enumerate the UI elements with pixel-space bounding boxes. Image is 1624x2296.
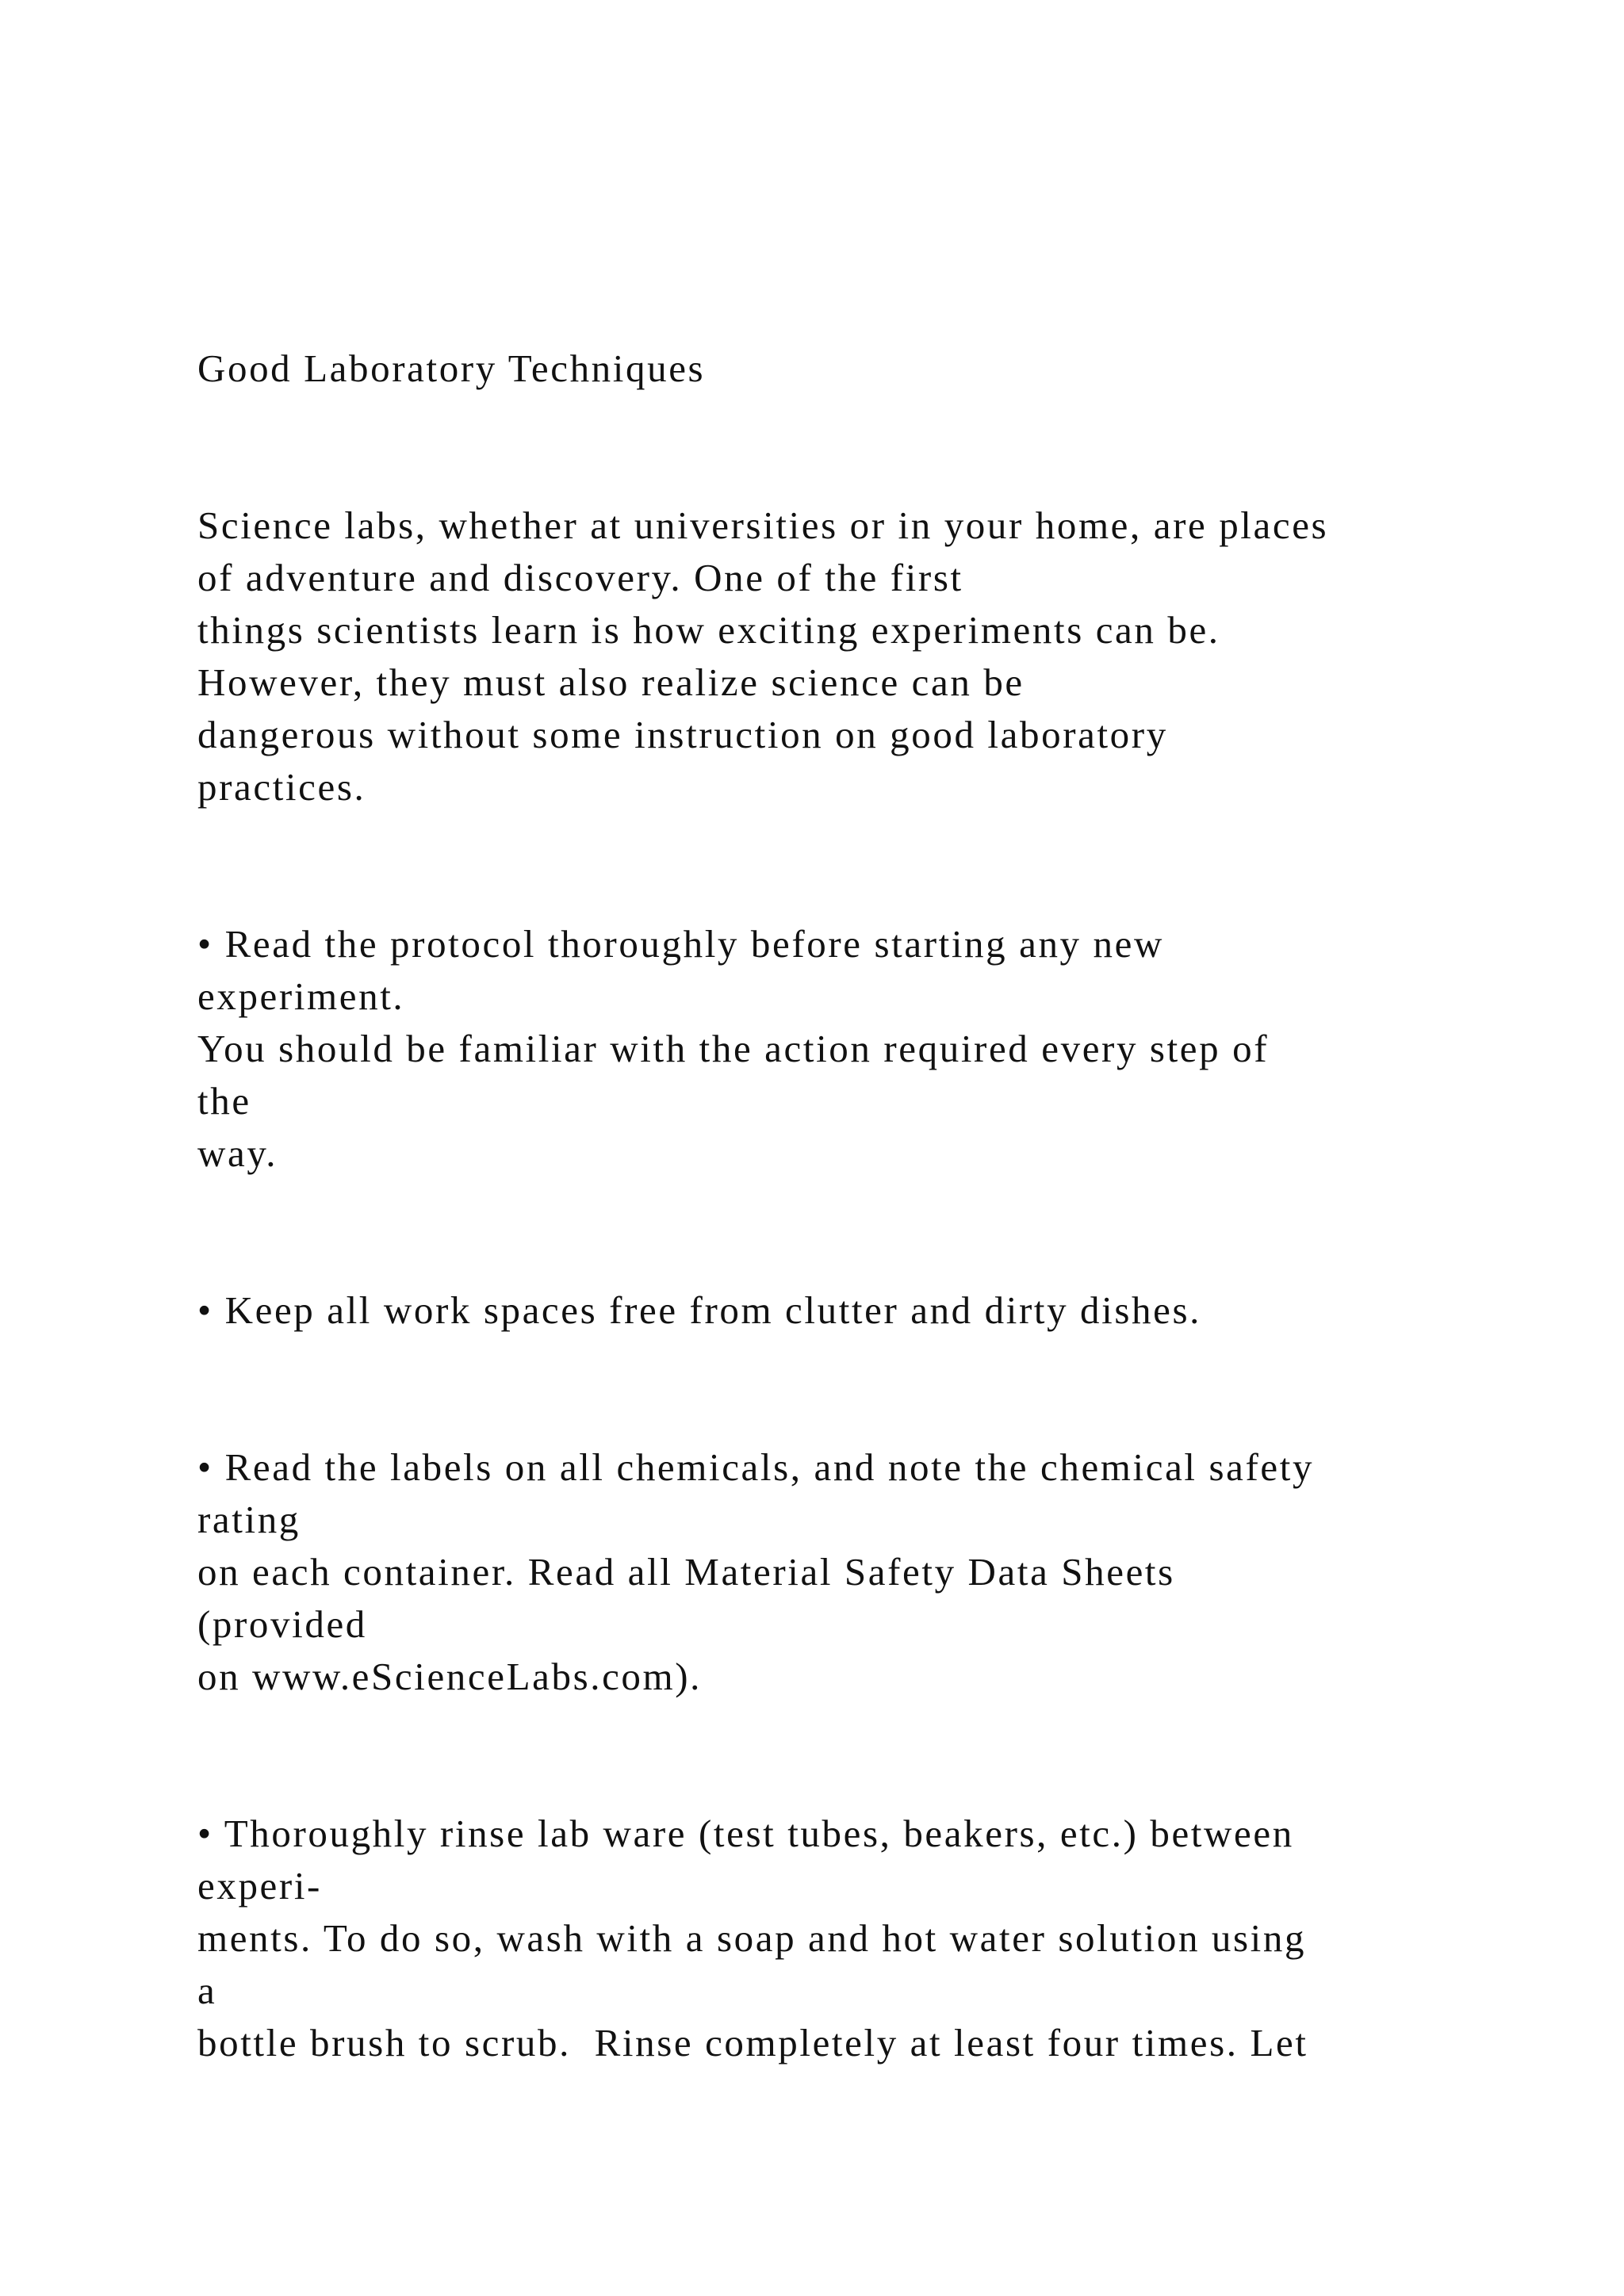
text-line: ments. To do so, wash with a soap and hot water solution using	[197, 1916, 1307, 1960]
bullet-chemical-labels	[197, 1441, 1530, 1703]
text-line: dangerous without some instruction on good laboratory	[197, 713, 1168, 756]
bullet-rinse-labware	[197, 1808, 1530, 2069]
text-line: on each container. Read all Material Safety Data Sheets	[197, 1550, 1175, 1594]
text-line: a	[197, 1969, 217, 2012]
text-line: experi-	[197, 1864, 322, 1908]
text-line: things scientists learn is how exciting experiments can be.	[197, 608, 1220, 652]
text-line: • Keep all work spaces free from clutter and dirty dishes.	[197, 1288, 1201, 1332]
text-line: practices.	[197, 765, 366, 809]
text-line: • Thoroughly rinse lab ware (test tubes, beakers, etc.) between	[197, 1812, 1294, 1855]
text-line: of adventure and discovery. One of the first	[197, 556, 963, 599]
document-body	[197, 342, 1530, 2069]
spacer	[197, 813, 1530, 918]
bullet-work-spaces	[197, 1284, 1530, 1337]
intro-paragraph	[197, 499, 1530, 813]
text-line: Science labs, whether at universities or in your home, are places	[197, 503, 1329, 547]
spacer	[197, 1180, 1530, 1284]
text-line: • Read the labels on all chemicals, and note the chemical safety	[197, 1445, 1315, 1489]
text-line: bottle brush to scrub. Rinse completely at least four times. Let	[197, 2021, 1308, 2064]
text-line: • Read the protocol thoroughly before starting any new	[197, 922, 1164, 966]
spacer	[197, 1337, 1530, 1441]
text-line: way.	[197, 1131, 278, 1175]
text-line: the	[197, 1079, 251, 1123]
text-line: rating	[197, 1498, 301, 1541]
spacer	[197, 1703, 1530, 1808]
text-line: on www.eScienceLabs.com).	[197, 1655, 703, 1698]
document-title: Good Laboratory Techniques	[197, 346, 706, 390]
bullet-read-protocol	[197, 918, 1530, 1180]
spacer	[197, 395, 1530, 499]
text-line: (provided	[197, 1602, 367, 1646]
text-line: You should be familiar with the action required every step of	[197, 1027, 1270, 1070]
text-line: experiment.	[197, 974, 405, 1018]
text-line: However, they must also realize science can be	[197, 660, 1025, 704]
